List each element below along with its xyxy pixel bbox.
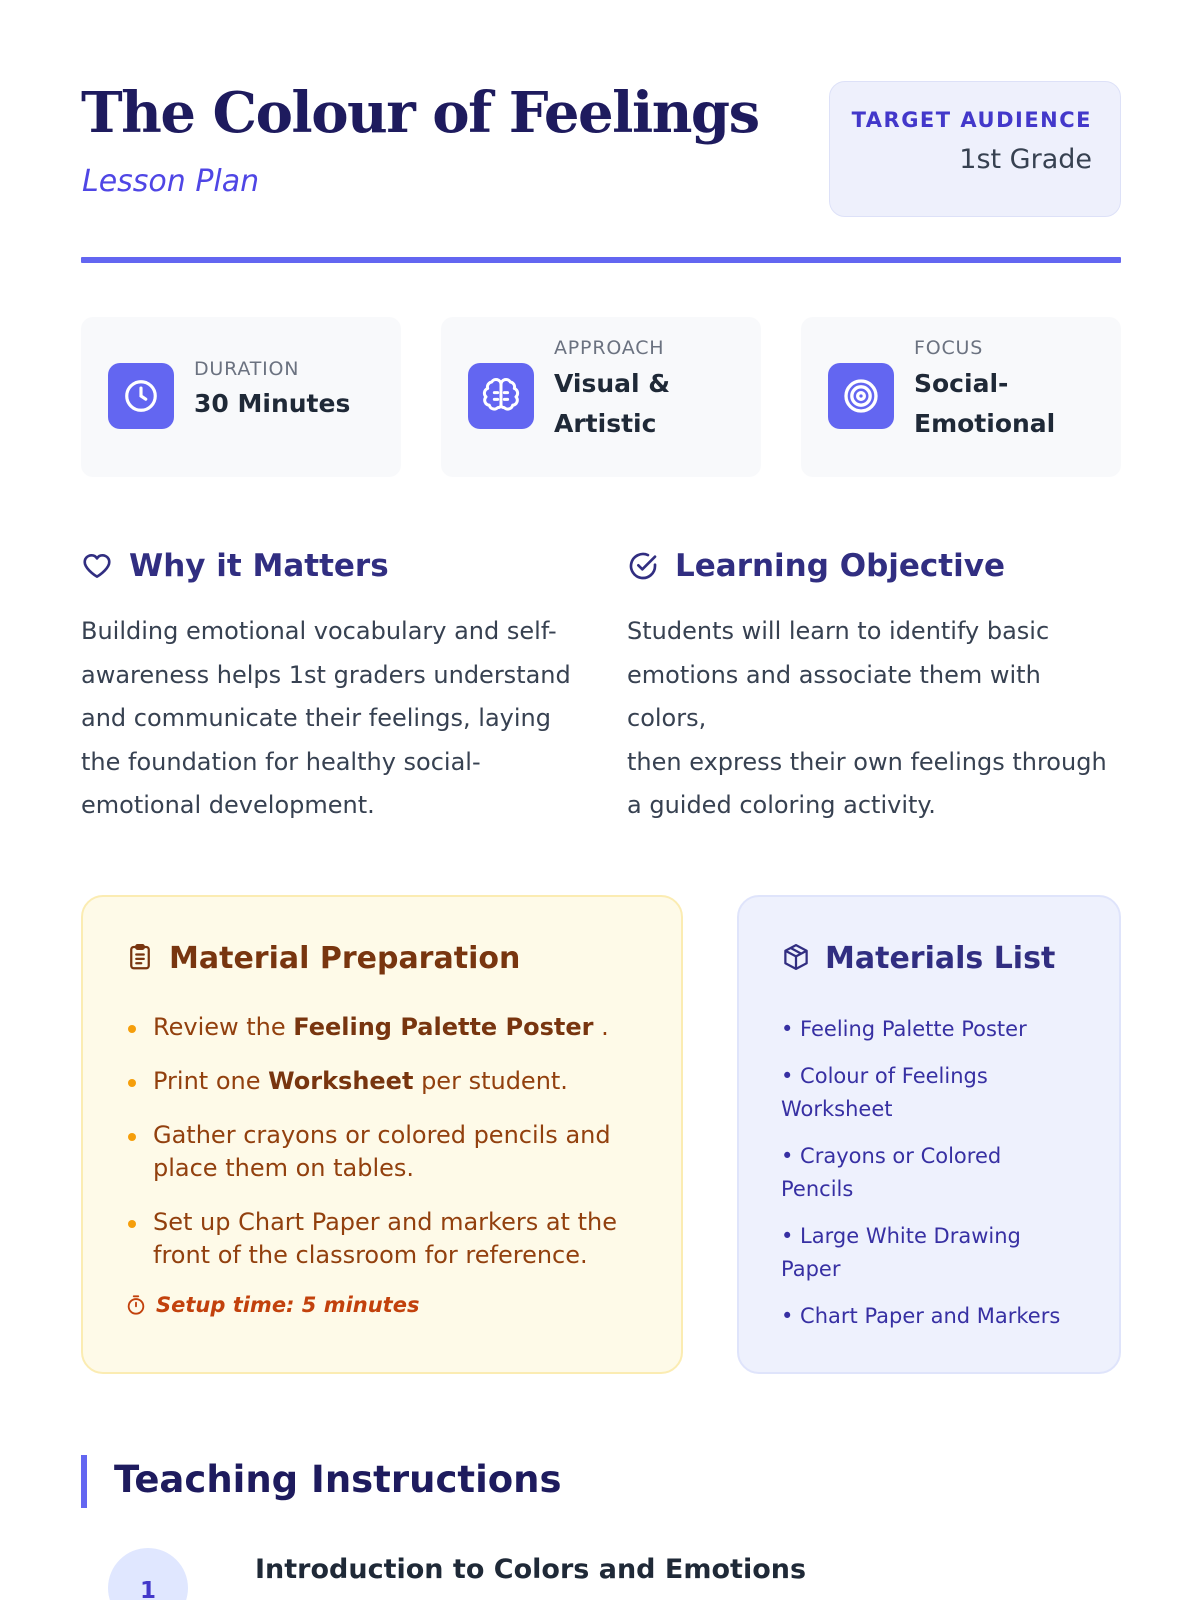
material-preparation-heading: Material Preparation: [169, 941, 521, 976]
focus-label: FOCUS: [914, 337, 984, 359]
box-icon: [781, 942, 811, 976]
preparation-text: place them on tables.: [153, 1154, 415, 1182]
materials-list: [781, 1013, 1081, 1347]
page-subtitle: Lesson Plan: [82, 164, 260, 199]
preparation-item: [125, 1206, 645, 1272]
duration-value: 30 Minutes: [194, 389, 351, 418]
objective-line: emotions and associate them with colors,: [627, 660, 1041, 732]
materials-list-card: [737, 895, 1121, 1374]
check-circle-icon: [627, 549, 661, 583]
target-audience-label: TARGET AUDIENCE: [851, 108, 1092, 132]
why-it-matters-text: [81, 610, 581, 828]
clipboard-icon: [125, 942, 155, 976]
preparation-text: per student.: [413, 1067, 568, 1095]
approach-label: APPROACH: [554, 337, 665, 359]
preparation-highlight: Worksheet: [268, 1067, 414, 1095]
target-audience-value: 1st Grade: [959, 144, 1092, 175]
why-line: emotional development.: [81, 791, 375, 819]
material-text: Worksheet: [781, 1097, 893, 1121]
timer-icon: [125, 1294, 147, 1316]
approach-value-line1: Visual &: [554, 369, 671, 398]
material-text: • Chart Paper and Markers: [781, 1304, 1061, 1328]
heart-icon: [81, 549, 115, 583]
why-line: awareness helps 1st graders understand: [81, 660, 571, 689]
preparation-text: Print one: [153, 1067, 269, 1095]
material-item: [781, 1220, 1081, 1286]
step-number: 1: [108, 1548, 188, 1600]
objective-line: a guided coloring activity.: [627, 791, 936, 819]
preparation-item: [125, 1065, 645, 1098]
material-text: • Large White Drawing: [781, 1224, 1021, 1248]
approach-value-line2: Artistic: [554, 409, 657, 438]
material-item: [781, 1140, 1081, 1206]
preparation-text: Gather crayons or colored pencils and: [153, 1121, 611, 1149]
material-item: [781, 1013, 1081, 1046]
preparation-text: Review the: [153, 1013, 294, 1041]
approach-card: [441, 317, 761, 477]
target-icon: [828, 363, 894, 429]
preparation-list: [125, 1011, 645, 1293]
learning-objective-heading: Learning Objective: [675, 548, 1005, 584]
materials-list-header: [781, 941, 1055, 976]
why-line: and communicate their feelings, laying: [81, 704, 551, 732]
objective-line: then express their own feelings through: [627, 747, 1107, 776]
focus-value-line1: Social-: [914, 369, 1009, 398]
teaching-accent-bar: [81, 1455, 87, 1508]
step-title: Introduction to Colors and Emotions: [255, 1554, 807, 1585]
why-line: the foundation for healthy social-: [81, 747, 481, 776]
setup-time: [125, 1293, 419, 1317]
preparation-text: .: [593, 1013, 609, 1041]
learning-objective-text: [627, 610, 1121, 828]
learning-objective-header: [627, 548, 1005, 584]
material-item: [781, 1300, 1081, 1333]
why-line: Building emotional vocabulary and self-: [81, 617, 557, 645]
header-divider: [81, 257, 1121, 263]
clock-icon: [108, 363, 174, 429]
objective-line: Students will learn to identify basic: [627, 617, 1050, 645]
material-preparation-header: [125, 941, 520, 976]
material-text: Pencils: [781, 1177, 854, 1201]
preparation-item: [125, 1011, 645, 1044]
material-text: • Colour of Feelings: [781, 1064, 988, 1088]
material-item: [781, 1060, 1081, 1126]
target-audience-card: [829, 81, 1121, 217]
focus-card: [801, 317, 1121, 477]
preparation-text: Set up Chart Paper and markers at the: [153, 1208, 617, 1236]
focus-value-line2: Emotional: [914, 409, 1056, 438]
material-preparation-card: [81, 895, 683, 1374]
page-title: The Colour of Feelings: [81, 80, 759, 146]
teaching-instructions-heading: Teaching Instructions: [114, 1458, 562, 1501]
lesson-plan-page: [81, 0, 1121, 1600]
duration-label: DURATION: [194, 358, 300, 380]
material-text: • Crayons or Colored: [781, 1144, 1002, 1168]
preparation-item: [125, 1119, 645, 1185]
preparation-text: front of the classroom for reference.: [153, 1241, 588, 1269]
material-text: • Feeling Palette Poster: [781, 1017, 1027, 1041]
why-it-matters-heading: Why it Matters: [129, 548, 389, 584]
preparation-highlight: Feeling Palette Poster: [293, 1013, 594, 1041]
brain-icon: [468, 363, 534, 429]
duration-card: [81, 317, 401, 477]
setup-time-text: Setup time: 5 minutes: [156, 1293, 420, 1317]
materials-list-heading: Materials List: [825, 941, 1056, 976]
material-text: Paper: [781, 1257, 841, 1281]
why-it-matters-header: [81, 548, 389, 584]
